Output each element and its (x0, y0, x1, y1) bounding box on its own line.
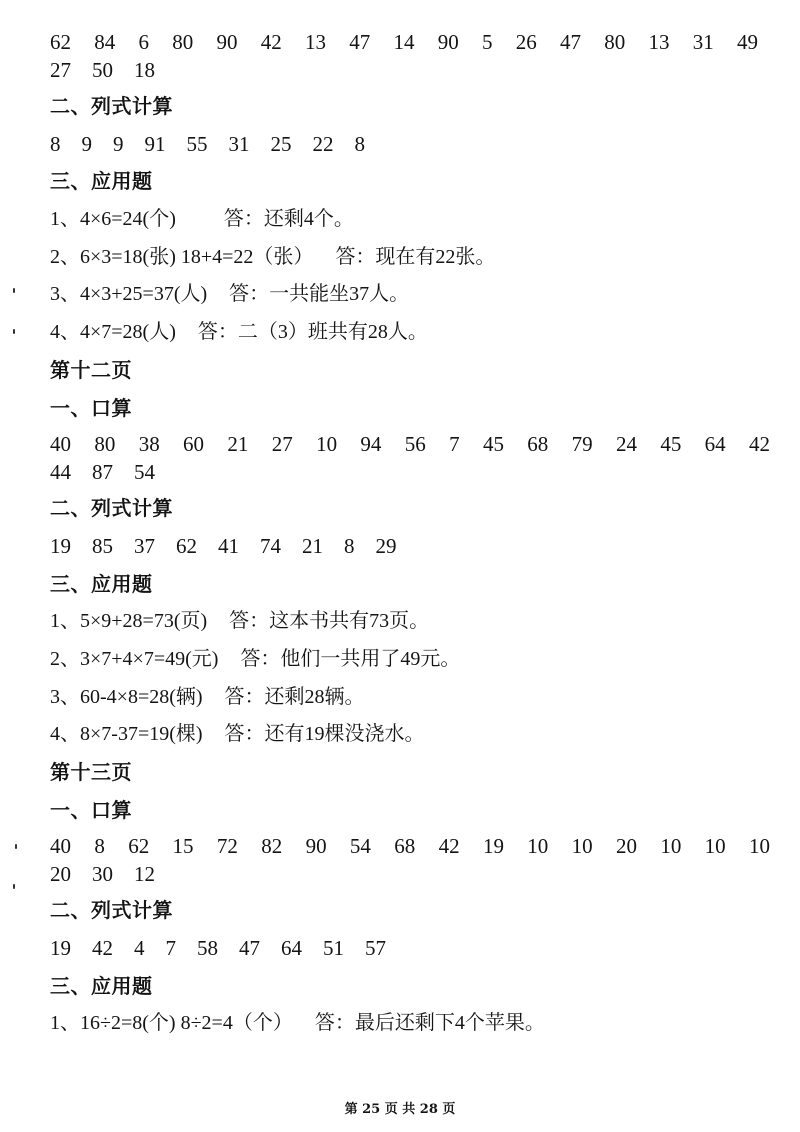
answer-number: 25 (270, 131, 292, 156)
word-problem-answer (50, 603, 780, 641)
kousuan-answers-block (50, 430, 780, 486)
lieshi-answers-row (50, 528, 780, 566)
answer-number: 6 (138, 30, 149, 54)
answer-number: 40 (50, 432, 71, 457)
equation: 2、3×7+4×7=49(元) (50, 647, 219, 670)
answer-number: 45 (482, 432, 504, 457)
answer-number: 27 (50, 58, 71, 82)
kousuan-answers-row (50, 28, 758, 56)
word-problem-answer (50, 641, 780, 679)
answer-number: 20 (50, 862, 71, 887)
answer-number: 45 (660, 432, 682, 457)
answer-number: 9 (113, 131, 124, 156)
answer-number: 8 (354, 131, 365, 156)
page-title: 第十二页 (50, 357, 132, 382)
answer-number: 19 (482, 834, 504, 859)
answer-number: 4 (134, 936, 145, 961)
answer-sentence: 答：他们一共用了49元。 (240, 647, 461, 670)
answer-number: 7 (449, 432, 460, 457)
section-heading-lieshi: 二、列式计算 (50, 94, 173, 118)
equation: 1、16÷2=8(个) 8÷2=4（个） (50, 1012, 293, 1035)
answer-number: 58 (197, 936, 218, 961)
answer-number: 64 (281, 936, 302, 961)
answer-number: 79 (571, 432, 593, 457)
kousuan-answers-block (50, 28, 780, 84)
page-title: 第十三页 (50, 760, 132, 784)
answer-sentence: 答：一共能坐37人。 (229, 283, 410, 306)
answer-number: 49 (737, 30, 758, 54)
answer-number: 12 (134, 862, 155, 887)
answer-number: 10 (704, 834, 726, 859)
answer-number: 7 (165, 936, 176, 961)
answer-number: 62 (128, 834, 150, 859)
answer-sentence: 答：这本书共有73页。 (229, 610, 430, 633)
answer-number: 14 (393, 30, 415, 54)
section-heading-kousuan: 一、口算 (50, 395, 132, 420)
section-heading-lieshi: 二、列式计算 (50, 898, 173, 923)
lieshi-answers-row (50, 930, 780, 968)
answer-number: 64 (704, 432, 726, 457)
answer-number: 27 (271, 432, 293, 457)
equation: 1、4×6=24(个) (50, 208, 176, 231)
answer-number: 8 (344, 533, 355, 558)
scan-mark (13, 884, 15, 889)
answer-number: 62 (176, 533, 197, 558)
word-problem-answer (50, 239, 780, 277)
answer-number: 54 (349, 834, 371, 859)
answer-sentence: 答：还剩4个。 (223, 208, 354, 231)
answer-sentence: 答：二（3）班共有28人。 (197, 321, 428, 344)
answer-number: 50 (92, 58, 113, 82)
section-heading-yingyong: 三、应用题 (50, 973, 153, 998)
answer-number: 90 (305, 834, 327, 859)
answer-number: 9 (81, 131, 92, 156)
answer-sentence: 答：还有19棵没浇水。 (224, 723, 425, 746)
answer-number: 22 (312, 131, 334, 156)
equation: 1、5×9+28=73(页) (50, 610, 208, 633)
answer-sentence: 答：现在有22张。 (335, 245, 496, 268)
equation: 3、60-4×8=28(辆) (50, 685, 203, 708)
answer-number: 5 (482, 30, 493, 54)
answer-number: 56 (404, 432, 426, 457)
answer-number: 26 (515, 30, 537, 54)
answer-number: 60 (183, 432, 205, 457)
word-problem-answer (50, 716, 780, 754)
word-problem-answer (50, 1005, 780, 1043)
answer-number: 55 (186, 131, 208, 156)
answer-number: 31 (228, 131, 250, 156)
scan-mark (13, 288, 15, 293)
kousuan-answers-row (50, 56, 780, 84)
scan-mark (13, 329, 15, 334)
answer-number: 91 (144, 131, 166, 156)
answer-number: 90 (437, 30, 459, 54)
lieshi-answers-row (50, 126, 780, 164)
answer-number: 15 (172, 834, 194, 859)
answer-number: 51 (323, 936, 344, 961)
answer-number: 13 (305, 30, 326, 54)
answer-number: 13 (648, 30, 670, 54)
answer-number: 42 (260, 30, 282, 54)
answer-number: 41 (218, 533, 239, 558)
scan-mark (15, 844, 17, 849)
answer-number: 30 (92, 862, 113, 887)
answer-number: 18 (134, 58, 155, 82)
answer-number: 62 (50, 30, 71, 54)
kousuan-answers-row (50, 832, 770, 860)
word-problem-answer (50, 314, 780, 352)
kousuan-answers-row (50, 860, 780, 888)
answer-number: 42 (438, 834, 460, 859)
answer-number: 21 (302, 533, 323, 558)
answer-number: 57 (365, 936, 386, 961)
answer-number: 10 (316, 432, 338, 457)
answer-number: 8 (50, 131, 61, 156)
word-problem-answer (50, 679, 780, 717)
word-problem-answer (50, 276, 780, 314)
answer-number: 54 (134, 460, 155, 485)
answer-number: 94 (360, 432, 382, 457)
answer-sentence: 答：最后还剩下4个苹果。 (314, 1012, 545, 1035)
answer-number: 19 (50, 936, 71, 961)
answer-number: 47 (239, 936, 260, 961)
answer-number: 10 (527, 834, 549, 859)
answer-number: 68 (394, 834, 416, 859)
answer-key-document (50, 25, 780, 1043)
answer-number: 84 (94, 30, 116, 54)
answer-number: 37 (134, 533, 155, 558)
answer-number: 85 (92, 533, 113, 558)
section-heading-kousuan: 一、口算 (50, 797, 132, 822)
section-heading-lieshi: 二、列式计算 (50, 496, 173, 521)
kousuan-answers-row (50, 430, 770, 458)
equation: 4、8×7-37=19(棵) (50, 723, 203, 746)
equation: 4、4×7=28(人) (50, 321, 176, 344)
answer-number: 44 (50, 460, 71, 485)
word-problem-answer (50, 201, 780, 239)
answer-number: 29 (375, 533, 397, 558)
answer-number: 20 (615, 834, 637, 859)
page-footer: 第 25 页 共 28 页 (344, 1102, 456, 1117)
answer-number: 19 (50, 533, 71, 558)
answer-number: 80 (94, 432, 116, 457)
answer-number: 72 (216, 834, 238, 859)
answer-number: 82 (261, 834, 283, 859)
answer-number: 68 (527, 432, 549, 457)
answer-number: 8 (94, 834, 105, 859)
answer-number: 80 (172, 30, 194, 54)
answer-number: 10 (571, 834, 593, 859)
answer-number: 90 (216, 30, 238, 54)
answer-number: 42 (749, 432, 770, 457)
answer-number: 74 (260, 533, 281, 558)
answer-number: 80 (604, 30, 626, 54)
equation: 3、4×3+25=37(人) (50, 283, 208, 306)
answer-number: 47 (560, 30, 581, 54)
answer-number: 47 (349, 30, 371, 54)
answer-number: 21 (227, 432, 249, 457)
section-heading-yingyong: 三、应用题 (50, 571, 153, 596)
kousuan-answers-block (50, 832, 780, 888)
answer-number: 87 (92, 460, 113, 485)
answer-number: 24 (615, 432, 637, 457)
answer-number: 42 (92, 936, 113, 961)
answer-number: 38 (138, 432, 160, 457)
answer-number: 40 (50, 834, 71, 859)
answer-number: 10 (660, 834, 682, 859)
answer-number: 31 (692, 30, 714, 54)
section-heading-yingyong: 三、应用题 (50, 169, 153, 194)
kousuan-answers-row (50, 458, 780, 486)
answer-number: 10 (749, 834, 770, 859)
equation: 2、6×3=18(张) 18+4=22（张） (50, 245, 314, 268)
answer-sentence: 答：还剩28辆。 (224, 685, 365, 708)
